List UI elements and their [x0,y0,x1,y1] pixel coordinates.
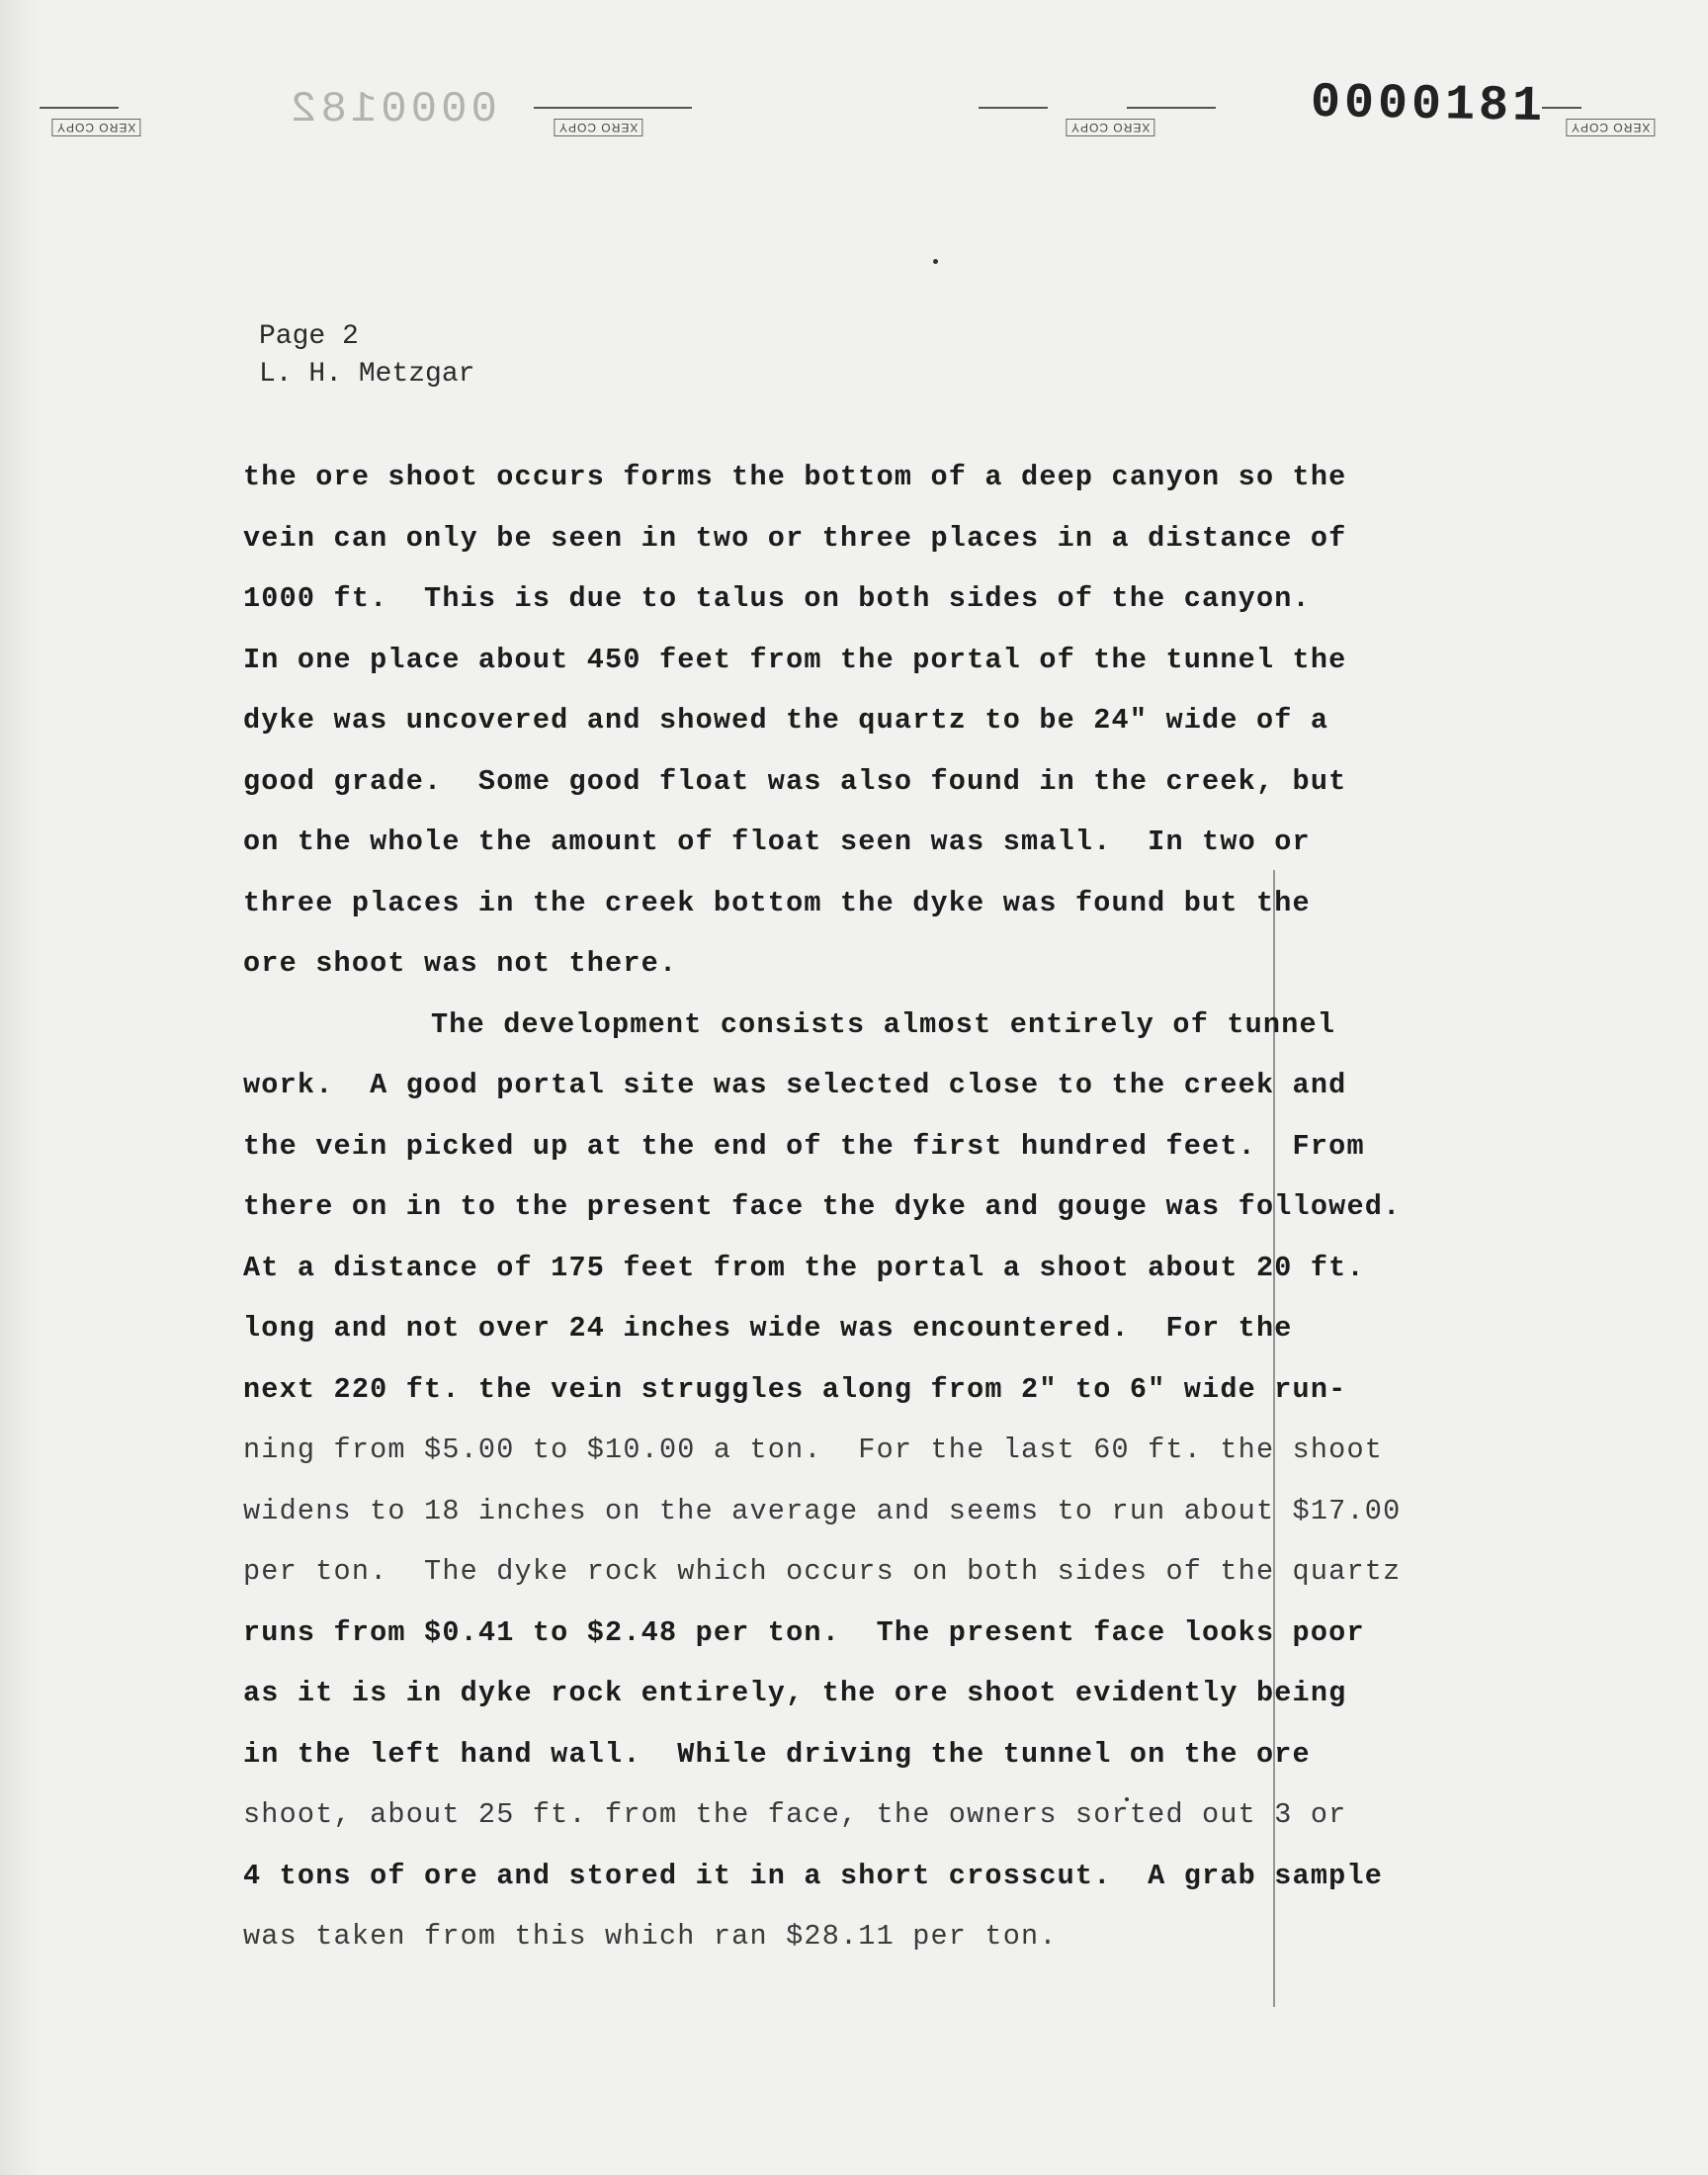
body-line: in the left hand wall. While driving the tunnel on the ore [243,1737,1311,1771]
paragraph-first-line: The development consists almost entirely of tunnel [431,1007,1336,1041]
addressee-line: L. H. Metzgar [259,359,475,390]
body-line: work. A good portal site was selected close to the creek and [243,1069,1347,1101]
body-line: dyke was uncovered and showed the quartz to be 24" wide of a [243,704,1329,737]
body-line: At a distance of 175 feet from the portal a shoot about 20 ft. [243,1251,1365,1284]
body-line: the ore shoot occurs forms the bottom of a deep canyon so the [243,461,1347,493]
top-copy-rule [534,107,623,109]
body-line: long and not over 24 inches wide was encountered. For the [243,1312,1293,1345]
top-copy-rule [1542,107,1581,109]
body-line: runs from $0.41 to $2.48 per ton. The present face looks poor [243,1615,1365,1649]
body-line: there on in to the present face the dyke and gouge was followed. [243,1190,1402,1223]
xero-copy-stamp: XERO COPY [1066,119,1154,136]
body-line: per ton. The dyke rock which occurs on both sides of the quartz [243,1555,1402,1588]
xero-copy-stamp: XERO COPY [554,119,642,136]
top-copy-rule [613,107,692,109]
body-line: shoot, about 25 ft. from the face, the owners sorted out 3 or [243,1798,1347,1831]
body-line: vein can only be seen in two or three places in a distance of [243,521,1347,555]
body-line: on the whole the amount of float seen was small. In two or [243,826,1311,858]
body-line: good grade. Some good float was also found in the creek, but [243,764,1347,798]
top-copy-rule [979,107,1048,109]
body-line: ore shoot was not there. [243,947,678,980]
mirrored-bleedthrough-number: 0000182 [287,85,497,134]
body-line: ning from $5.00 to $10.00 a ton. For the last 60 ft. the shoot [243,1434,1384,1466]
page-label: Page 2 [259,321,359,352]
top-copy-rule [40,107,119,109]
ink-speck [933,259,938,264]
body-line: 1000 ft. This is due to talus on both sides of the canyon. [243,582,1311,615]
body-line: In one place about 450 feet from the portal of the tunnel the [243,643,1347,676]
body-line: three places in the creek bottom the dyke was found but the [243,886,1311,919]
body-line: the vein picked up at the end of the first hundred feet. From [243,1129,1365,1163]
body-text [243,447,1449,1967]
photocopy-edge-shadow [0,0,40,2175]
body-line: next 220 ft. the vein struggles along from 2" to 6" wide run- [243,1372,1347,1406]
xero-copy-stamp: XERO COPY [51,119,140,136]
document-number: 0000181 [1310,74,1547,136]
letter-header [259,318,474,393]
body-line: 4 tons of ore and stored it in a short crosscut. A grab sample [243,1859,1384,1892]
body-line: widens to 18 inches on the average and seems to run about $17.00 [243,1494,1402,1527]
body-line: was taken from this which ran $28.11 per ton. [243,1920,1058,1953]
xero-copy-stamp: XERO COPY [1566,119,1655,136]
top-copy-rule [1127,107,1216,109]
body-line: as it is in dyke rock entirely, the ore shoot evidently being [243,1677,1347,1709]
